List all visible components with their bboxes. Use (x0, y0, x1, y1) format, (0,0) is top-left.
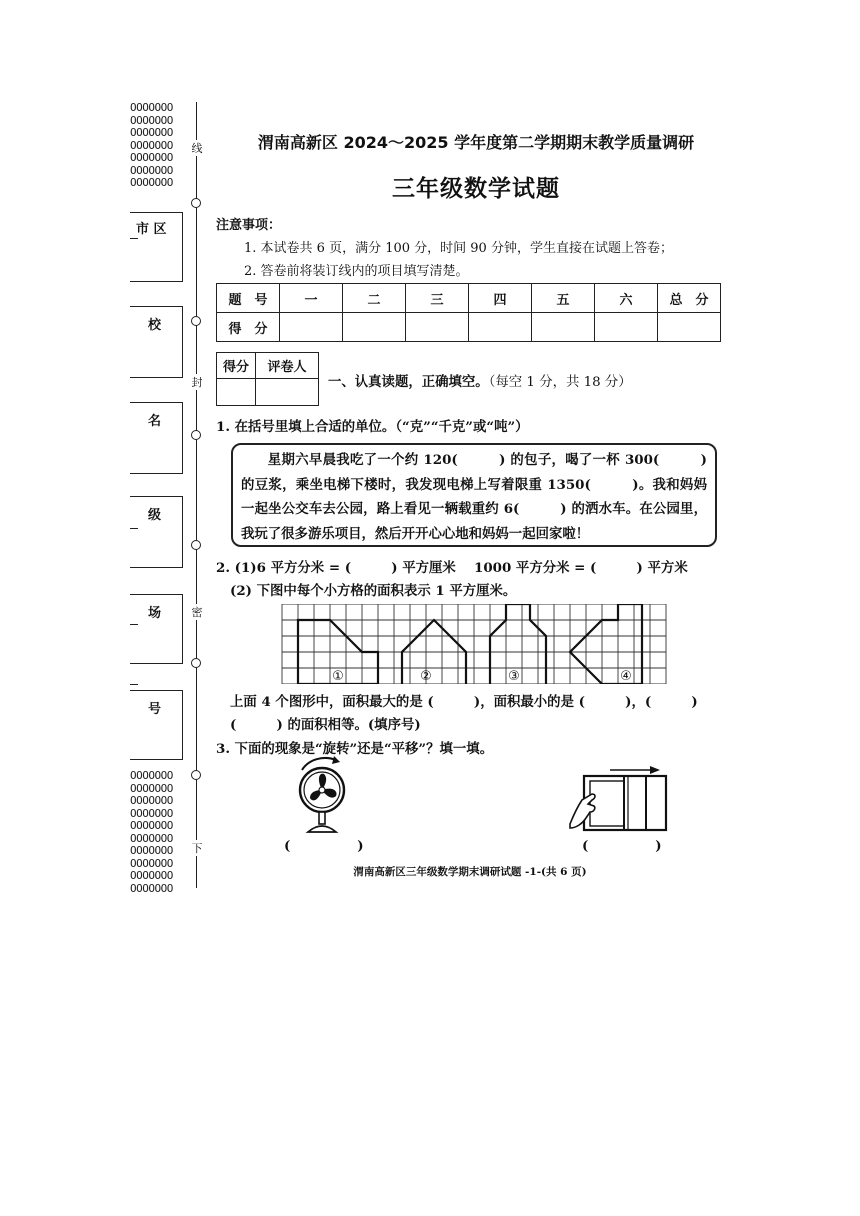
score-header-1: 一 (280, 284, 343, 313)
binding-char-seal: 封 (191, 376, 203, 389)
q1-stem: 1. 在括号里填上合适的单位。（“克”“千克”或“吨”） (216, 419, 529, 435)
grader-score-label: 得分 (217, 353, 256, 379)
score-row-label: 得 分 (217, 313, 280, 342)
score-header-3: 三 (406, 284, 469, 313)
binding-hole (191, 658, 201, 668)
score-table (216, 283, 721, 342)
tick (130, 528, 138, 529)
tick (130, 238, 138, 239)
q2-answer-line-2: ( ) 的面积相等。(填序号) (230, 717, 421, 733)
exam-subtitle: 三年级数学试题 (392, 175, 560, 202)
q3-blank-right[interactable]: ( ) (582, 838, 662, 854)
tick (130, 684, 138, 685)
field-label-name: 名 (148, 414, 162, 429)
binding-dots-bottom: OOOOOOO OOOOOOO OOOOOOO OOOOOOO OOOOOOO OOOOOOO OOOOOOO OOOOOOO OOOOOOO OOOOOOO (130, 770, 173, 892)
notice-item-2: 2. 答卷前将装订线内的项目填写清楚。 (244, 264, 469, 279)
field-label-class: 级 (148, 508, 162, 523)
binding-char-below: 下 (191, 842, 203, 855)
score-cell[interactable] (532, 313, 595, 342)
grader-score-cell[interactable] (217, 379, 256, 406)
notice-item-1: 1. 本试卷共 6 页，满分 100 分，时间 90 分钟，学生直接在试题上答卷； (244, 241, 673, 256)
binding-char-line: 线 (191, 142, 203, 155)
field-label-number: 号 (148, 702, 162, 717)
q3-stem: 3. 下面的现象是“旋转”还是“平移”？填一填。 (216, 741, 494, 757)
area-grid-figure (280, 604, 680, 684)
section1-title: 一、认真读题，正确填空。 (328, 375, 489, 390)
field-label-room: 场 (148, 606, 162, 621)
shape-label-3: ③ (508, 669, 520, 684)
sliding-window-icon (566, 762, 668, 832)
score-header-2: 二 (343, 284, 406, 313)
shape-label-1: ① (332, 669, 344, 684)
score-header-label: 题 号 (217, 284, 280, 313)
section1-note: （每空 1 分，共 18 分） (488, 375, 632, 390)
binding-hole (191, 770, 201, 780)
field-label-school: 校 (148, 318, 162, 333)
exam-header-title: 渭南高新区 2024～2025 学年度第二学期期末教学质量调研 (257, 133, 695, 152)
binding-char-dense: 密 (191, 606, 203, 619)
page-footer: 渭南高新区三年级数学期末调研试题 -1-(共 6 页) (353, 866, 587, 878)
score-cell[interactable] (595, 313, 658, 342)
tick (130, 624, 138, 625)
score-header-5: 五 (532, 284, 595, 313)
binding-hole (191, 316, 201, 326)
grader-table (216, 352, 319, 406)
score-cell[interactable] (469, 313, 532, 342)
grader-name-cell[interactable] (256, 379, 319, 406)
field-label-district: 市 区 (136, 222, 167, 237)
score-cell[interactable] (406, 313, 469, 342)
score-cell[interactable] (280, 313, 343, 342)
score-cell[interactable] (658, 313, 721, 342)
q2-part1-b: 1000 平方分米 = ( ) 平方米 (474, 560, 688, 576)
q2-part2: (2) 下图中每个小方格的面积表示 1 平方厘米。 (230, 583, 517, 599)
binding-dots-top: OOOOOOO OOOOOOO OOOOOOO OOOOOOO OOOOOOO OOOOOOO OOOOOOO (130, 102, 173, 189)
section1-heading (328, 371, 632, 390)
binding-hole (191, 198, 201, 208)
score-header-total: 总 分 (658, 284, 721, 313)
shape-label-2: ② (420, 669, 432, 684)
score-header-6: 六 (595, 284, 658, 313)
binding-hole (191, 430, 201, 440)
q2-part1-a: 2. (1)6 平方分米 = ( ) 平方厘米 (216, 560, 456, 576)
score-header-4: 四 (469, 284, 532, 313)
fan-icon (290, 756, 354, 834)
binding-hole (191, 540, 201, 550)
score-cell[interactable] (343, 313, 406, 342)
q3-blank-left[interactable]: ( ) (284, 838, 364, 854)
q1-story-text: 星期六早晨我吃了一个约 120( ) 的包子，喝了一杯 300( ) 的豆浆，乘坐电梯下楼时，我发现电梯上写着限重 1350( )。我和妈妈一起坐公交车去公园，路上看见一辆载重约 6( ) 的洒水车。在公园里，我玩了很多游乐项目，然后开开心心地和妈妈一起回家啦！ (241, 452, 707, 542)
notice-heading: 注意事项： (216, 218, 282, 233)
shape-label-4: ④ (620, 669, 632, 684)
q2-answer-line-1: 上面 4 个图形中，面积最大的是 ( )，面积最小的是 ( )，( ) (230, 694, 698, 710)
grader-name-label: 评卷人 (256, 353, 319, 379)
